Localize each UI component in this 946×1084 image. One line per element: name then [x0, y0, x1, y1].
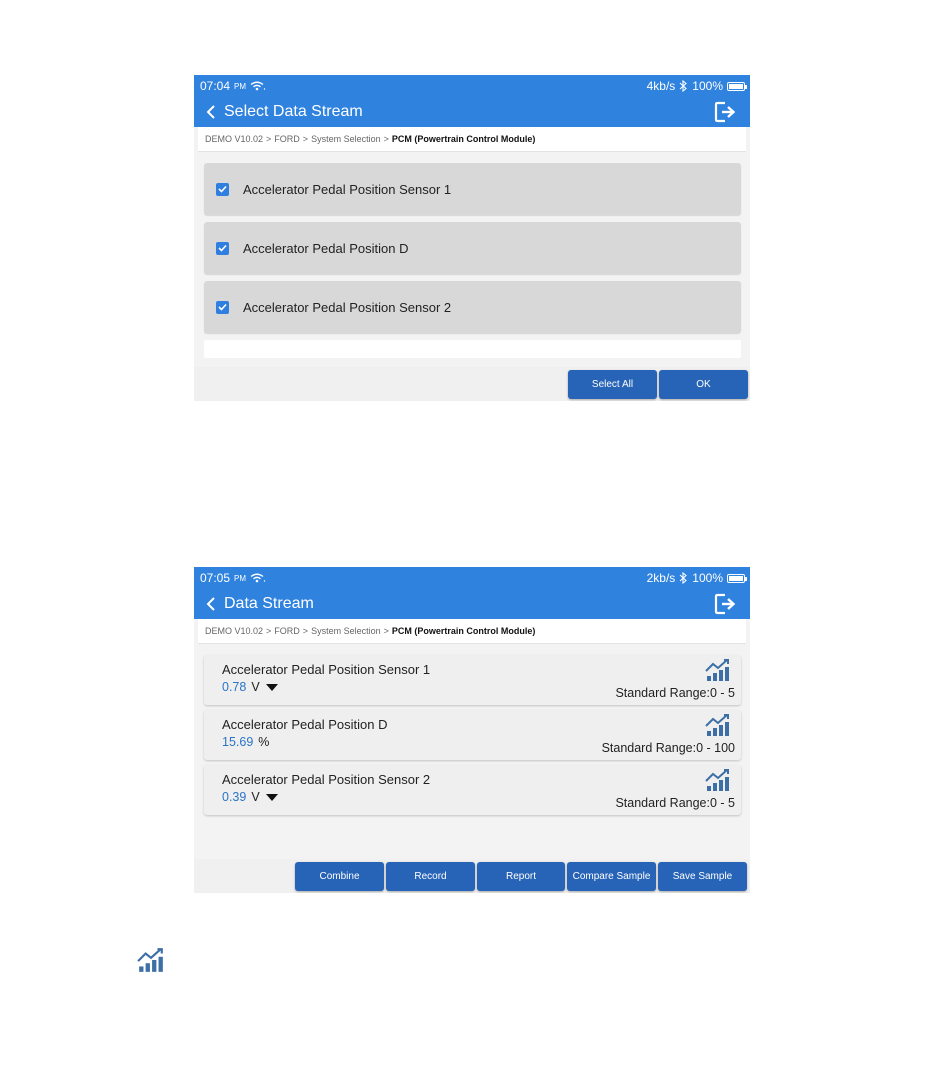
ok-button[interactable]: OK — [659, 370, 748, 399]
breadcrumb-item[interactable]: DEMO V10.02 — [205, 134, 264, 144]
graph-icon — [137, 948, 165, 972]
battery-icon — [727, 574, 745, 583]
select-data-stream-screen — [194, 75, 750, 401]
breadcrumb-separator: > — [383, 134, 389, 144]
breadcrumb-item[interactable]: DEMO V10.02 — [205, 626, 264, 636]
list-item[interactable] — [204, 163, 741, 215]
combine-button[interactable]: Combine — [295, 862, 384, 891]
status-bar — [194, 567, 750, 589]
checkmark-icon — [218, 244, 227, 252]
list-item[interactable] — [204, 281, 741, 333]
title-bar — [194, 589, 750, 619]
battery-icon — [727, 82, 745, 91]
breadcrumb-separator: > — [266, 626, 272, 636]
stream-unit[interactable]: V — [251, 790, 260, 804]
breadcrumb-current: PCM (Powertrain Control Module) — [391, 134, 536, 144]
stream-value: 0.39 — [222, 790, 247, 804]
exit-icon[interactable] — [714, 593, 736, 615]
status-bar — [194, 75, 750, 97]
report-button[interactable]: Report — [477, 862, 565, 891]
graph-icon[interactable] — [705, 769, 731, 791]
empty-list-item — [204, 340, 741, 358]
data-stream-row[interactable] — [204, 710, 741, 760]
list-item[interactable] — [204, 222, 741, 274]
stream-unit[interactable]: V — [251, 680, 260, 694]
breadcrumb-item[interactable]: FORD — [274, 134, 300, 144]
network-speed: 2kb/s — [646, 571, 676, 585]
checkmark-icon — [218, 185, 227, 193]
checkmark-icon — [218, 303, 227, 311]
status-time: 07:04 — [200, 79, 231, 93]
stream-unit: % — [258, 735, 270, 749]
standard-range: Standard Range:0 - 5 — [615, 796, 735, 810]
status-ampm: PM — [234, 573, 247, 583]
bottom-button-bar — [194, 859, 750, 893]
battery-percent: 100% — [692, 571, 723, 585]
stream-name: Accelerator Pedal Position Sensor 2 — [222, 772, 431, 787]
data-stream-row[interactable] — [204, 655, 741, 705]
checkbox[interactable] — [216, 242, 229, 255]
list-item-label: Accelerator Pedal Position D — [243, 240, 409, 256]
stream-value: 0.78 — [222, 680, 247, 694]
graph-icon[interactable] — [705, 659, 731, 681]
stream-name: Accelerator Pedal Position Sensor 1 — [222, 662, 431, 677]
battery-percent: 100% — [692, 79, 723, 93]
wifi-icon — [250, 573, 266, 583]
checkbox[interactable] — [216, 301, 229, 314]
back-arrow-icon — [206, 105, 216, 119]
breadcrumb-separator: > — [383, 626, 389, 636]
wifi-icon — [250, 81, 266, 91]
page-title: Data Stream — [224, 595, 314, 612]
list-item-label: Accelerator Pedal Position Sensor 1 — [243, 181, 452, 197]
breadcrumb — [198, 619, 746, 643]
save-sample-button[interactable]: Save Sample — [658, 862, 747, 891]
data-stream-row[interactable] — [204, 765, 741, 815]
back-button[interactable] — [198, 589, 224, 619]
bluetooth-icon — [679, 80, 688, 92]
network-speed: 4kb/s — [646, 79, 676, 93]
compare-sample-button[interactable]: Compare Sample — [567, 862, 656, 891]
breadcrumb-item[interactable]: System Selection — [311, 626, 381, 636]
graph-icon[interactable] — [705, 714, 731, 736]
record-button[interactable]: Record — [386, 862, 475, 891]
breadcrumb-separator: > — [302, 626, 309, 636]
breadcrumb-separator: > — [302, 134, 309, 144]
breadcrumb-item[interactable]: System Selection — [311, 134, 381, 144]
select-all-button[interactable]: Select All — [568, 370, 657, 399]
checkbox[interactable] — [216, 183, 229, 196]
bottom-button-bar — [194, 367, 750, 401]
breadcrumb-separator: > — [266, 134, 272, 144]
back-arrow-icon — [206, 597, 216, 611]
title-bar — [194, 97, 750, 127]
exit-icon[interactable] — [714, 101, 736, 123]
standard-range: Standard Range:0 - 100 — [601, 741, 735, 755]
standard-range: Standard Range:0 - 5 — [615, 686, 735, 700]
breadcrumb — [198, 127, 746, 151]
data-stream-checklist — [204, 163, 741, 358]
back-button[interactable] — [198, 97, 224, 127]
breadcrumb-item[interactable]: FORD — [274, 626, 300, 636]
bluetooth-icon — [679, 572, 688, 584]
list-item-label: Accelerator Pedal Position Sensor 2 — [243, 299, 452, 315]
data-stream-screen — [194, 567, 750, 893]
breadcrumb-current: PCM (Powertrain Control Module) — [391, 626, 536, 636]
page-title: Select Data Stream — [224, 103, 363, 120]
status-ampm: PM — [234, 81, 247, 91]
caret-down-icon[interactable] — [266, 684, 278, 691]
caret-down-icon[interactable] — [266, 794, 278, 801]
status-time: 07:05 — [200, 571, 231, 585]
stream-value: 15.69 — [222, 735, 254, 749]
data-stream-list — [204, 655, 741, 820]
stream-name: Accelerator Pedal Position D — [222, 717, 388, 732]
